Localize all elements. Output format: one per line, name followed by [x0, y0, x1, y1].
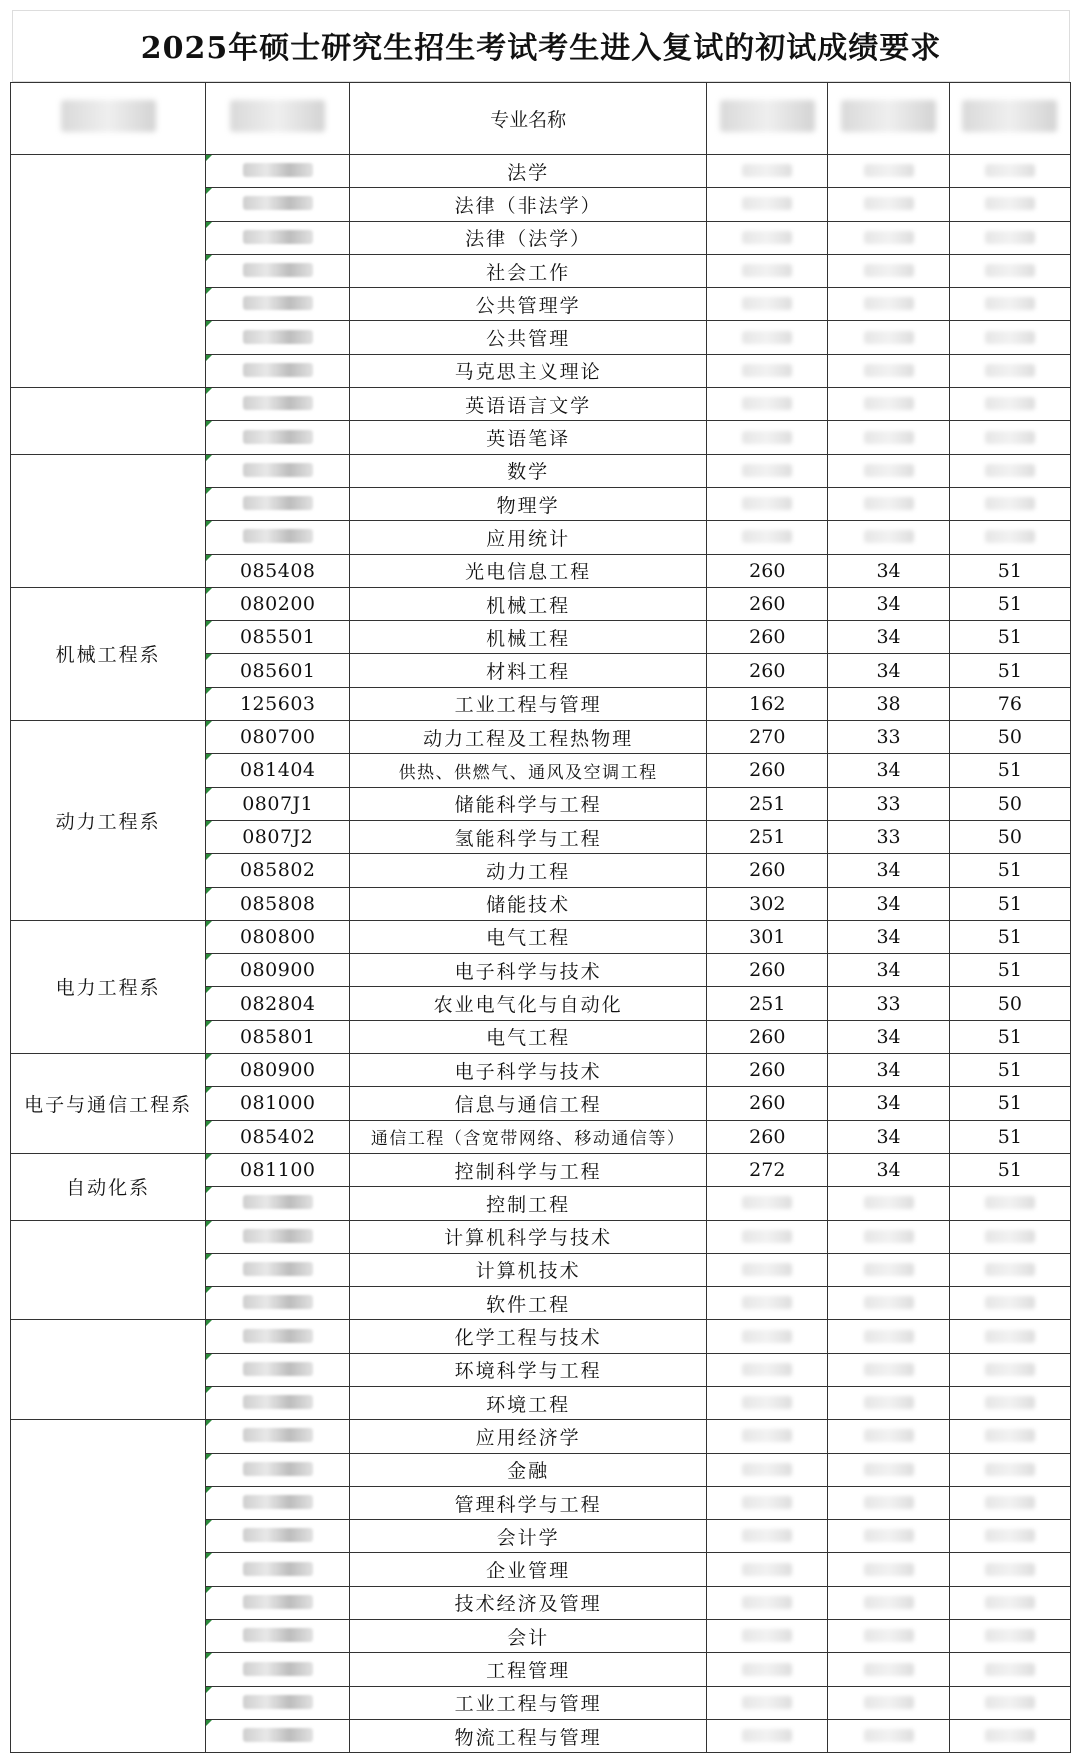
header-total: [707, 83, 828, 155]
score2-cell: [949, 1353, 1070, 1386]
code-cell: [206, 421, 350, 454]
code-cell: 0807J2: [206, 820, 350, 853]
major-cell: 化学工程与技术: [350, 1320, 707, 1353]
major-cell: 马克思主义理论: [350, 354, 707, 387]
dept-cell: [11, 1220, 206, 1320]
major-cell: 电子科学与技术: [350, 954, 707, 987]
score2-cell: 51: [949, 1020, 1070, 1053]
score1-cell: 34: [828, 1087, 949, 1120]
score1-cell: 34: [828, 920, 949, 953]
code-cell: 085501: [206, 621, 350, 654]
score2-cell: 51: [949, 920, 1070, 953]
score2-cell: [949, 1453, 1070, 1486]
score1-cell: [828, 288, 949, 321]
score1-cell: 34: [828, 554, 949, 587]
total-score-cell: [707, 1320, 828, 1353]
total-score-cell: 251: [707, 820, 828, 853]
score1-cell: [828, 1187, 949, 1220]
major-cell: 法律（法学）: [350, 221, 707, 254]
code-cell: [206, 1586, 350, 1619]
total-score-cell: [707, 521, 828, 554]
code-cell: [206, 1420, 350, 1453]
score2-cell: [949, 155, 1070, 188]
major-cell: 材料工程: [350, 654, 707, 687]
table-row: [11, 920, 1071, 953]
table-header-row: [11, 83, 1071, 155]
code-cell: 085801: [206, 1020, 350, 1053]
score2-cell: 51: [949, 654, 1070, 687]
score1-cell: 33: [828, 987, 949, 1020]
score1-cell: 34: [828, 587, 949, 620]
code-cell: [206, 221, 350, 254]
major-cell: 供热、供燃气、通风及空调工程: [350, 754, 707, 787]
total-score-cell: [707, 1420, 828, 1453]
score1-cell: [828, 1453, 949, 1486]
code-cell: 085601: [206, 654, 350, 687]
major-cell: 工业工程与管理: [350, 687, 707, 720]
score1-cell: 34: [828, 1054, 949, 1087]
score2-cell: 50: [949, 721, 1070, 754]
score1-cell: 34: [828, 654, 949, 687]
table-body: [11, 155, 1071, 1753]
major-cell: 管理科学与工程: [350, 1486, 707, 1519]
code-cell: [206, 321, 350, 354]
major-cell: 数学: [350, 454, 707, 487]
major-cell: 工业工程与管理: [350, 1686, 707, 1719]
score1-cell: 34: [828, 1153, 949, 1186]
dept-cell: [11, 1320, 206, 1420]
total-score-cell: [707, 1553, 828, 1586]
total-score-cell: [707, 1187, 828, 1220]
score1-cell: 34: [828, 1020, 949, 1053]
score2-cell: 51: [949, 587, 1070, 620]
header-code: [206, 83, 350, 155]
code-cell: [206, 188, 350, 221]
score1-cell: [828, 1353, 949, 1386]
score1-cell: [828, 1253, 949, 1286]
major-cell: 应用经济学: [350, 1420, 707, 1453]
score2-cell: 51: [949, 887, 1070, 920]
score1-cell: 34: [828, 621, 949, 654]
total-score-cell: [707, 1220, 828, 1253]
dept-cell: [11, 155, 206, 388]
code-cell: 080700: [206, 721, 350, 754]
table-row: [11, 1153, 1071, 1186]
score2-cell: 51: [949, 1153, 1070, 1186]
score2-cell: [949, 1187, 1070, 1220]
major-cell: 电气工程: [350, 920, 707, 953]
code-cell: [206, 1486, 350, 1519]
major-cell: 储能科学与工程: [350, 787, 707, 820]
major-cell: 机械工程: [350, 621, 707, 654]
total-score-cell: [707, 388, 828, 421]
dept-cell: 动力工程系: [11, 721, 206, 921]
major-cell: 动力工程: [350, 854, 707, 887]
score1-cell: [828, 221, 949, 254]
total-score-cell: [707, 1353, 828, 1386]
dept-cell: [11, 388, 206, 455]
total-score-cell: [707, 454, 828, 487]
total-score-cell: 260: [707, 554, 828, 587]
major-cell: 通信工程（含宽带网络、移动通信等）: [350, 1120, 707, 1153]
major-cell: 环境工程: [350, 1386, 707, 1419]
code-cell: [206, 1453, 350, 1486]
major-cell: 控制科学与工程: [350, 1153, 707, 1186]
major-cell: 计算机技术: [350, 1253, 707, 1286]
total-score-cell: 272: [707, 1153, 828, 1186]
total-score-cell: [707, 487, 828, 520]
code-cell: [206, 487, 350, 520]
total-score-cell: 302: [707, 887, 828, 920]
major-cell: 动力工程及工程热物理: [350, 721, 707, 754]
major-cell: 会计学: [350, 1520, 707, 1553]
total-score-cell: 251: [707, 987, 828, 1020]
code-cell: 085808: [206, 887, 350, 920]
score2-cell: [949, 521, 1070, 554]
score1-cell: [828, 321, 949, 354]
code-cell: [206, 521, 350, 554]
total-score-cell: [707, 1686, 828, 1719]
score2-cell: [949, 1220, 1070, 1253]
score1-cell: [828, 1486, 949, 1519]
total-score-cell: 260: [707, 954, 828, 987]
dept-cell: 电子与通信工程系: [11, 1054, 206, 1154]
score1-cell: [828, 254, 949, 287]
score1-cell: [828, 521, 949, 554]
major-cell: 工程管理: [350, 1653, 707, 1686]
table-row: [11, 1220, 1071, 1253]
total-score-cell: 260: [707, 854, 828, 887]
major-cell: 光电信息工程: [350, 554, 707, 587]
major-cell: 社会工作: [350, 254, 707, 287]
score2-cell: [949, 1520, 1070, 1553]
score1-cell: [828, 1520, 949, 1553]
code-cell: 080800: [206, 920, 350, 953]
major-cell: 英语语言文学: [350, 388, 707, 421]
code-cell: 080900: [206, 1054, 350, 1087]
total-score-cell: [707, 155, 828, 188]
score2-cell: [949, 388, 1070, 421]
header-score2: [949, 83, 1070, 155]
code-cell: 085408: [206, 554, 350, 587]
code-cell: 081404: [206, 754, 350, 787]
total-score-cell: [707, 1253, 828, 1286]
code-cell: 080900: [206, 954, 350, 987]
code-cell: 082804: [206, 987, 350, 1020]
score2-cell: [949, 1486, 1070, 1519]
score2-cell: [949, 1553, 1070, 1586]
total-score-cell: 260: [707, 621, 828, 654]
code-cell: [206, 254, 350, 287]
score2-cell: [949, 1386, 1070, 1419]
major-cell: 公共管理: [350, 321, 707, 354]
score1-cell: [828, 1719, 949, 1752]
page-title: 2025年硕士研究生招生考试考生进入复试的初试成绩要求: [12, 10, 1070, 82]
major-cell: 应用统计: [350, 521, 707, 554]
total-score-cell: 260: [707, 1020, 828, 1053]
total-score-cell: 270: [707, 721, 828, 754]
total-score-cell: [707, 321, 828, 354]
score2-cell: 51: [949, 1087, 1070, 1120]
code-cell: [206, 454, 350, 487]
score2-cell: [949, 1719, 1070, 1752]
major-cell: 计算机科学与技术: [350, 1220, 707, 1253]
code-cell: [206, 288, 350, 321]
total-score-cell: 260: [707, 754, 828, 787]
code-cell: 085802: [206, 854, 350, 887]
score1-cell: [828, 155, 949, 188]
code-cell: [206, 155, 350, 188]
score1-cell: [828, 1320, 949, 1353]
dept-cell: 电力工程系: [11, 920, 206, 1053]
major-cell: 会计: [350, 1620, 707, 1653]
score2-cell: [949, 354, 1070, 387]
score1-cell: [828, 188, 949, 221]
score2-cell: [949, 1620, 1070, 1653]
total-score-cell: 301: [707, 920, 828, 953]
dept-cell: 机械工程系: [11, 587, 206, 720]
code-cell: [206, 1620, 350, 1653]
score1-cell: [828, 1620, 949, 1653]
dept-cell: 自动化系: [11, 1153, 206, 1220]
major-cell: 储能技术: [350, 887, 707, 920]
major-cell: 环境科学与工程: [350, 1353, 707, 1386]
score2-cell: [949, 288, 1070, 321]
code-cell: [206, 1353, 350, 1386]
table-row: [11, 155, 1071, 188]
score1-cell: 33: [828, 787, 949, 820]
code-cell: [206, 1553, 350, 1586]
total-score-cell: 260: [707, 587, 828, 620]
code-cell: [206, 1386, 350, 1419]
code-cell: [206, 1220, 350, 1253]
major-cell: 信息与通信工程: [350, 1087, 707, 1120]
code-cell: [206, 1653, 350, 1686]
total-score-cell: [707, 1520, 828, 1553]
major-cell: 农业电气化与自动化: [350, 987, 707, 1020]
major-cell: 控制工程: [350, 1187, 707, 1220]
score2-cell: [949, 221, 1070, 254]
score2-cell: 51: [949, 1120, 1070, 1153]
score2-cell: [949, 188, 1070, 221]
score1-cell: [828, 354, 949, 387]
total-score-cell: [707, 1586, 828, 1619]
score1-cell: 33: [828, 721, 949, 754]
score1-cell: 34: [828, 887, 949, 920]
table-row: [11, 1320, 1071, 1353]
major-cell: 金融: [350, 1453, 707, 1486]
header-score1: [828, 83, 949, 155]
score2-cell: 51: [949, 621, 1070, 654]
header-major-name: 专业名称: [350, 83, 707, 155]
score1-cell: [828, 421, 949, 454]
score1-cell: 34: [828, 854, 949, 887]
code-cell: [206, 1287, 350, 1320]
score1-cell: 38: [828, 687, 949, 720]
major-cell: 氢能科学与工程: [350, 820, 707, 853]
major-cell: 公共管理学: [350, 288, 707, 321]
score2-cell: [949, 454, 1070, 487]
score2-cell: [949, 254, 1070, 287]
major-cell: 物理学: [350, 487, 707, 520]
score2-cell: [949, 421, 1070, 454]
score1-cell: 33: [828, 820, 949, 853]
major-cell: 法学: [350, 155, 707, 188]
score1-cell: [828, 1686, 949, 1719]
score1-cell: [828, 1220, 949, 1253]
major-cell: 企业管理: [350, 1553, 707, 1586]
table-row: [11, 454, 1071, 487]
major-cell: 法律（非法学）: [350, 188, 707, 221]
score2-cell: 76: [949, 687, 1070, 720]
score1-cell: [828, 454, 949, 487]
score2-cell: 51: [949, 954, 1070, 987]
major-cell: 软件工程: [350, 1287, 707, 1320]
table-row: [11, 587, 1071, 620]
total-score-cell: 162: [707, 687, 828, 720]
code-cell: 080200: [206, 587, 350, 620]
code-cell: [206, 1187, 350, 1220]
code-cell: [206, 354, 350, 387]
score1-cell: [828, 1653, 949, 1686]
dept-cell: [11, 454, 206, 587]
score2-cell: [949, 1686, 1070, 1719]
total-score-cell: 251: [707, 787, 828, 820]
total-score-cell: [707, 354, 828, 387]
score1-cell: [828, 388, 949, 421]
total-score-cell: [707, 288, 828, 321]
major-cell: 机械工程: [350, 587, 707, 620]
score1-cell: 34: [828, 754, 949, 787]
total-score-cell: [707, 254, 828, 287]
total-score-cell: 260: [707, 654, 828, 687]
score2-cell: [949, 1320, 1070, 1353]
major-cell: 技术经济及管理: [350, 1586, 707, 1619]
total-score-cell: [707, 1620, 828, 1653]
score2-cell: 51: [949, 854, 1070, 887]
total-score-cell: [707, 1386, 828, 1419]
total-score-cell: [707, 1453, 828, 1486]
score-table: [10, 82, 1071, 1753]
major-cell: 电子科学与技术: [350, 1054, 707, 1087]
score2-cell: [949, 487, 1070, 520]
score2-cell: [949, 1420, 1070, 1453]
code-cell: [206, 1520, 350, 1553]
table-row: [11, 388, 1071, 421]
score1-cell: [828, 1420, 949, 1453]
score1-cell: 34: [828, 954, 949, 987]
score2-cell: 50: [949, 820, 1070, 853]
code-cell: 081000: [206, 1087, 350, 1120]
total-score-cell: [707, 1653, 828, 1686]
code-cell: 125603: [206, 687, 350, 720]
major-cell: 英语笔译: [350, 421, 707, 454]
table-row: [11, 1054, 1071, 1087]
score1-cell: [828, 1287, 949, 1320]
total-score-cell: [707, 221, 828, 254]
major-cell: 电气工程: [350, 1020, 707, 1053]
dept-cell: [11, 1420, 206, 1753]
total-score-cell: [707, 1287, 828, 1320]
total-score-cell: 260: [707, 1054, 828, 1087]
score1-cell: [828, 1586, 949, 1619]
code-cell: [206, 1253, 350, 1286]
score1-cell: [828, 487, 949, 520]
table-row: [11, 1420, 1071, 1453]
code-cell: [206, 1320, 350, 1353]
score2-cell: 51: [949, 554, 1070, 587]
table-row: [11, 721, 1071, 754]
total-score-cell: [707, 421, 828, 454]
score2-cell: [949, 321, 1070, 354]
total-score-cell: 260: [707, 1087, 828, 1120]
total-score-cell: [707, 188, 828, 221]
code-cell: [206, 388, 350, 421]
total-score-cell: 260: [707, 1120, 828, 1153]
score2-cell: 50: [949, 787, 1070, 820]
score2-cell: [949, 1253, 1070, 1286]
score2-cell: 51: [949, 1054, 1070, 1087]
code-cell: 0807J1: [206, 787, 350, 820]
score1-cell: 34: [828, 1120, 949, 1153]
total-score-cell: [707, 1486, 828, 1519]
major-cell: 物流工程与管理: [350, 1719, 707, 1752]
score1-cell: [828, 1553, 949, 1586]
total-score-cell: [707, 1719, 828, 1752]
header-dept: [11, 83, 206, 155]
score2-cell: [949, 1287, 1070, 1320]
score1-cell: [828, 1386, 949, 1419]
code-cell: 085402: [206, 1120, 350, 1153]
score2-cell: 50: [949, 987, 1070, 1020]
score2-cell: 51: [949, 754, 1070, 787]
code-cell: [206, 1719, 350, 1752]
score2-cell: [949, 1586, 1070, 1619]
code-cell: [206, 1686, 350, 1719]
code-cell: 081100: [206, 1153, 350, 1186]
score2-cell: [949, 1653, 1070, 1686]
